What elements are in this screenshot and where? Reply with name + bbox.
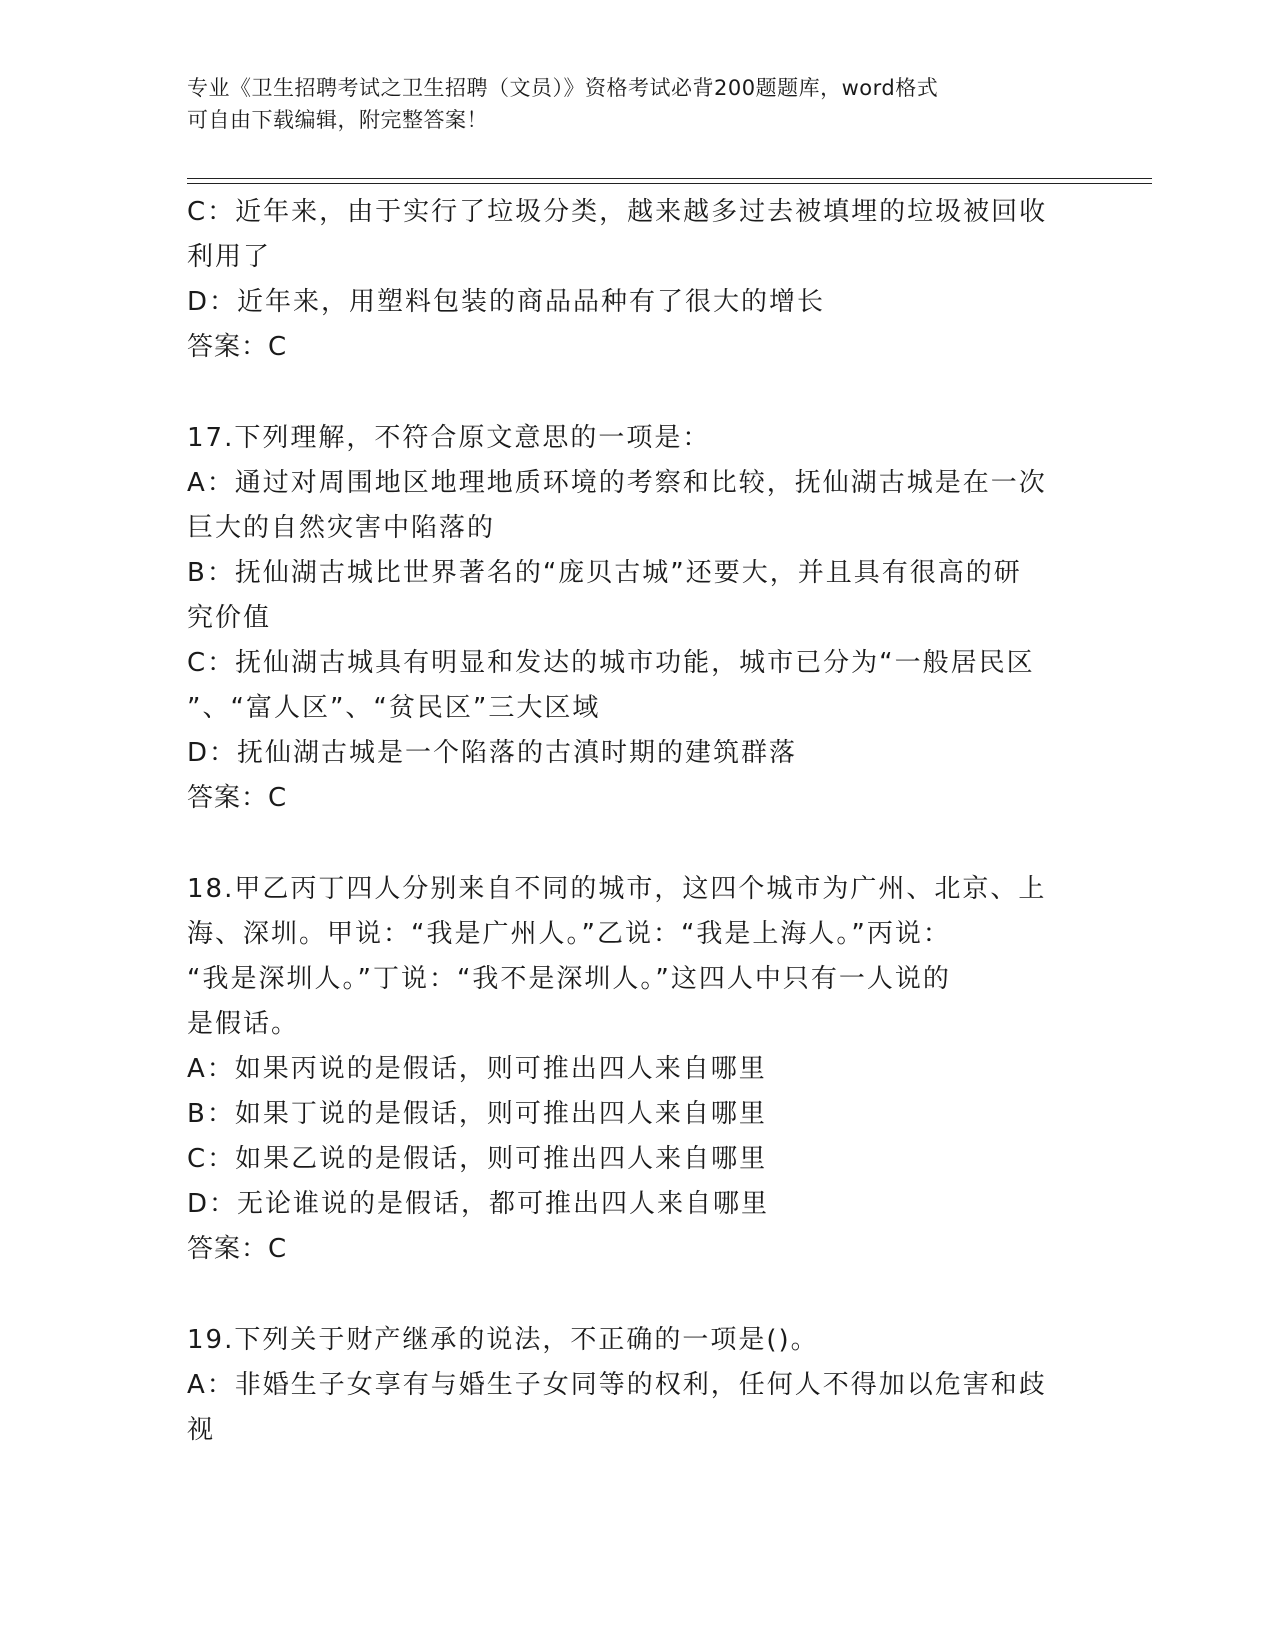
answer: 答案：C	[187, 332, 288, 362]
option-c-line-2: 利用了	[187, 242, 272, 272]
answer: 答案：C	[187, 1234, 288, 1264]
question-19	[187, 1318, 1072, 1453]
option-d: D：无论谁说的是假话，都可推出四人来自哪里	[187, 1189, 770, 1219]
header-rule-bottom	[187, 183, 1152, 184]
question-stem-line-2: 海、深圳。甲说：“我是广州人。”乙说：“我是上海人。”丙说：	[187, 919, 951, 949]
option-a-line-2: 巨大的自然灾害中陷落的	[187, 513, 496, 543]
spacer	[187, 370, 1072, 416]
question-stem-line-3: “我是深圳人。”丁说：“我不是深圳人。”这四人中只有一人说的	[187, 964, 951, 994]
question-18	[187, 867, 1072, 1272]
document-body	[187, 190, 1072, 1453]
spacer	[187, 821, 1072, 867]
question-stem-line-1: 18.甲乙丙丁四人分别来自不同的城市，这四个城市为广州、北京、上	[187, 874, 1047, 904]
option-b-line-2: 究价值	[187, 603, 272, 633]
spacer	[187, 1272, 1072, 1318]
option-c-line-2: ”、“富人区”、“贫民区”三大区域	[187, 693, 601, 723]
option-a: A：如果丙说的是假话，则可推出四人来自哪里	[187, 1054, 767, 1084]
option-a-line-2: 视	[187, 1415, 216, 1445]
answer: 答案：C	[187, 783, 288, 813]
page-header	[187, 72, 1067, 136]
question-stem-line-4: 是假话。	[187, 1009, 300, 1039]
header-line-2: 可自由下载编辑，附完整答案！	[187, 108, 488, 132]
option-c-line-1: C：近年来，由于实行了垃圾分类，越来越多过去被填埋的垃圾被回收	[187, 197, 1048, 227]
option-c: C：如果乙说的是假话，则可推出四人来自哪里	[187, 1144, 768, 1174]
question-17	[187, 416, 1072, 821]
question-stem: 17.下列理解，不符合原文意思的一项是：	[187, 423, 711, 453]
question-16	[187, 190, 1072, 370]
option-a-line-1: A：通过对周围地区地理地质环境的考察和比较，抚仙湖古城是在一次	[187, 468, 1047, 498]
option-b: B：如果丁说的是假话，则可推出四人来自哪里	[187, 1099, 767, 1129]
option-d: D：近年来，用塑料包装的商品品种有了很大的增长	[187, 287, 826, 317]
question-stem: 19.下列关于财产继承的说法，不正确的一项是()。	[187, 1325, 819, 1355]
option-a-line-1: A：非婚生子女享有与婚生子女同等的权利，任何人不得加以危害和歧	[187, 1370, 1047, 1400]
option-b-line-1: B：抚仙湖古城比世界著名的“庞贝古城”还要大，并且具有很高的研	[187, 558, 1022, 588]
header-line-1: 专业《卫生招聘考试之卫生招聘（文员）》资格考试必背200题题库，word格式	[187, 76, 939, 100]
option-d: D：抚仙湖古城是一个陷落的古滇时期的建筑群落	[187, 738, 798, 768]
option-c-line-1: C：抚仙湖古城具有明显和发达的城市功能，城市已分为“一般居民区	[187, 648, 1035, 678]
header-rule-top	[187, 178, 1152, 179]
